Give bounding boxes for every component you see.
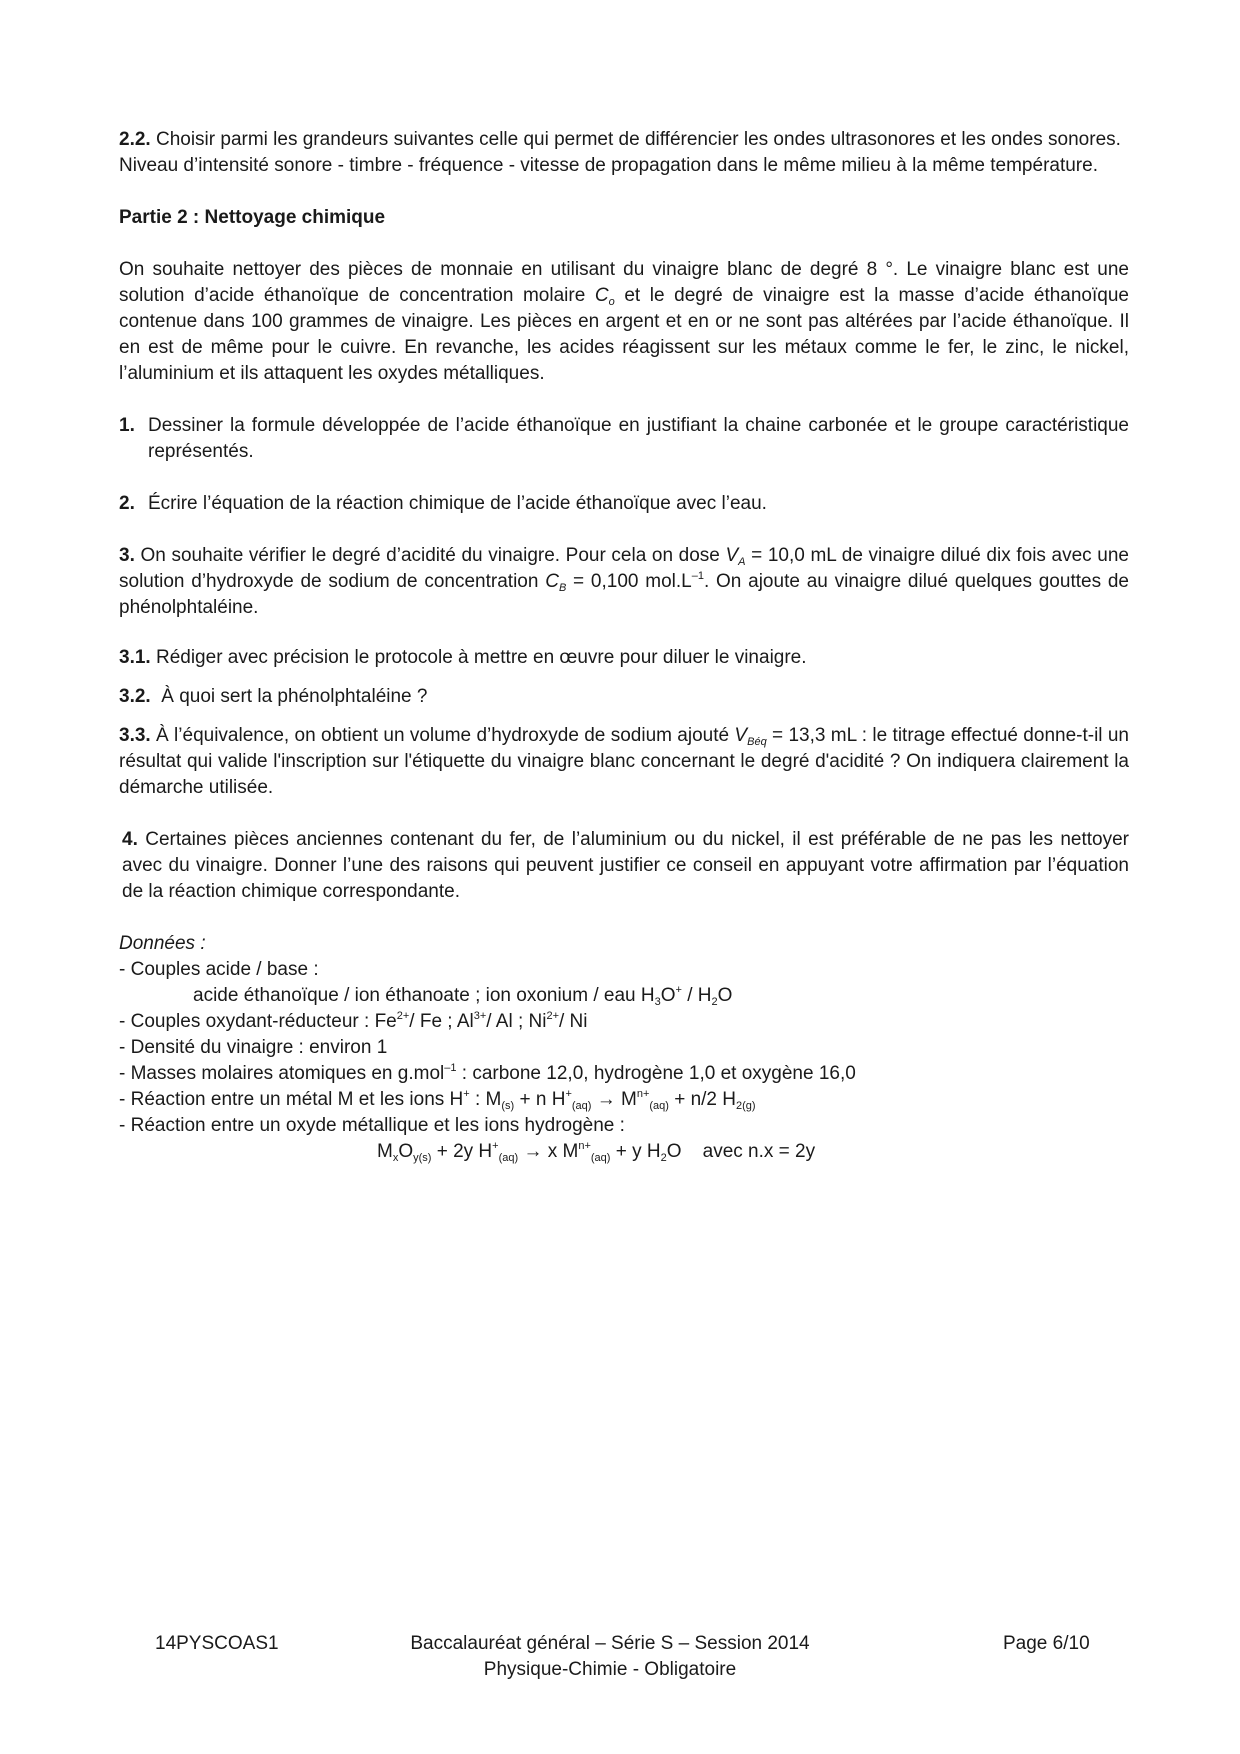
intro-text-1: On souhaite nettoyer des pièces de monnaie en utilisant du vinaigre blanc de degré 8 °. Le vinaigre blanc est une solution d’acide éthanoïque de concentration molaire [119,259,1129,306]
question-number: 4. [122,829,138,850]
variable-vbeq-sub: Béq [747,736,767,748]
intro-variable: C [594,285,609,306]
donnees-masses-molaires [119,1061,1129,1087]
question-text: À l’équivalence, on obtient un volume d’hydroxyde de sodium ajouté [150,725,735,746]
footer-exam [340,1631,880,1683]
footer-subject: Physique-Chimie - Obligatoire [483,1659,737,1680]
question-text: = 0,100 mol.L [566,571,692,592]
donnees-reaction-metal: - Réaction entre un métal M et les ions H+ : $M_{(s)} + n$ $H^+_{(aq)} \to M^{n+}_{(aq)} + n/2$ $H_{2(g)}$ [119,1088,756,1112]
question-text: . On ajoute au vinaigre dilué quelques gouttes de phénolphtaléine. [119,571,1129,618]
section-title: Partie 2 : Nettoyage chimique [119,207,386,228]
donnees-text: - Masses molaires atomiques en g.mol [119,1063,445,1084]
donnees-couples-acide-base: - Couples acide / base : [119,959,319,980]
question-2-2-options: Niveau d’intensité sonore - timbre - fréquence - vitesse de propagation dans le même milieu à la même température. [119,155,1098,176]
intro-variable-sub: o [608,296,615,308]
question-text: On souhaite vérifier le degré d’acidité du vinaigre. Pour cela on dose [134,545,726,566]
variable-va-sub: A [738,556,746,568]
footer-code: 14PYSCOAS1 [155,1633,279,1654]
donnees-text: - Couples oxydant-réducteur : Fe [119,1011,397,1032]
donnees-densite: - Densité du vinaigre : environ 1 [119,1037,388,1058]
question-number: 1. [119,415,135,436]
question-text: À quoi sert la phénolphtaléine ? [150,686,428,707]
question-text: Dessiner la formule développée de l’acide éthanoïque en justifiant la chaine carbonée et le groupe caractéristique représentés. [148,415,1129,462]
page-content [119,127,1129,1165]
donnees-reaction-oxyde-equation: $M_xO_{y(s)} + 2y$ $H^+_{(aq)} \to x$ $M^{n+}_{(aq)} + y$ $H_2O$ avec n.x = 2y [377,1140,816,1164]
donnees-couples-redox: - Couples oxydant-réducteur : $Fe^{2+}/$ Fe ; $Al^{3+}/$ Al ; $Ni^{2+}/$ Ni [119,1010,588,1032]
footer-exam-title: Baccalauréat général – Série S – Session 2014 [410,1633,810,1654]
donnees-text: - Réaction entre un métal M et les ions H [119,1089,464,1110]
question-text: Choisir parmi les grandeurs suivantes celle qui permet de différencier les ondes ultrasonores et les ondes sonores. [155,129,1121,150]
question-3-1 [119,645,1129,671]
question-3-3 [119,723,1129,801]
donnees-couples-acide-base-line: acide éthanoïque / ion éthanoate ; ion oxonium / eau $H_3O^+ / H_2O$ [193,984,733,1008]
unit-exponent: –1 [691,570,704,582]
question-number: 3.3. [119,725,151,746]
variable-va: V [725,545,739,566]
question-number: 3. [119,545,135,566]
question-3-2 [119,684,1129,710]
question-text: Écrire l’équation de la réaction chimique de l’acide éthanoïque avec l’eau. [148,493,767,514]
donnees-text: acide éthanoïque / ion éthanoate ; ion oxonium / eau H [193,985,655,1006]
unit-exponent: –1 [444,1062,457,1074]
question-4 [119,827,1129,905]
donnees-condition: avec n.x = 2y [702,1141,816,1162]
intro-text-2: et le degré de vinaigre est la masse d’acide éthanoïque contenue dans 100 grammes de vinaigre. Les pièces en argent et en or ne sont pas altérées par l’acide éthanoïque. Il en est de même pour le cuivre. En revanche, les acides réagissent sur les métaux comme le fer, le zinc, le nickel, l’aluminium et ils attaquent les oxydes métalliques. [119,285,1129,384]
footer-page-number: Page 6/10 [1003,1633,1090,1654]
intro-paragraph [119,257,1129,387]
question-number: 2. [119,493,135,514]
question-1 [119,413,1129,465]
question-number: 2.2. [119,129,151,150]
donnees-reaction-oxyde: - Réaction entre un oxyde métallique et les ions hydrogène : [119,1115,625,1136]
question-2 [119,491,1129,517]
question-text: = 10,0 mL de vinaigre dilué dix fois avec une solution d’hydroxyde de sodium de concentration [119,545,1129,592]
donnees-block [119,931,1129,1165]
variable-cb: C [545,571,559,592]
question-text: Rédiger avec précision le protocole à mettre en œuvre pour diluer le vinaigre. [150,647,807,668]
donnees-text: : carbone 12,0, hydrogène 1,0 et oxygène 16,0 [456,1063,856,1084]
question-text: = 13,3 mL : le titrage effectué donne-t-il un résultat qui valide l'inscription sur l'étiquette du vinaigre blanc concernant le degré d'acidité ? On indiquera clairement la démarche utilisée. [119,725,1129,798]
variable-cb-sub: B [558,582,567,594]
question-number: 3.2. [119,686,151,707]
question-2-2 [119,127,1129,153]
question-3 [119,543,1129,621]
variable-vbeq: V [734,725,748,746]
question-number: 3.1. [119,647,151,668]
question-text: Certaines pièces anciennes contenant du fer, de l’aluminium ou du nickel, il est préférable de ne pas les nettoyer avec du vinaigre. Donner l’une des raisons qui peuvent justifier ce conseil en appuyant votre affirmation par l’équation de la réaction chimique correspondante. [122,829,1129,902]
donnees-title: Données : [119,933,206,954]
